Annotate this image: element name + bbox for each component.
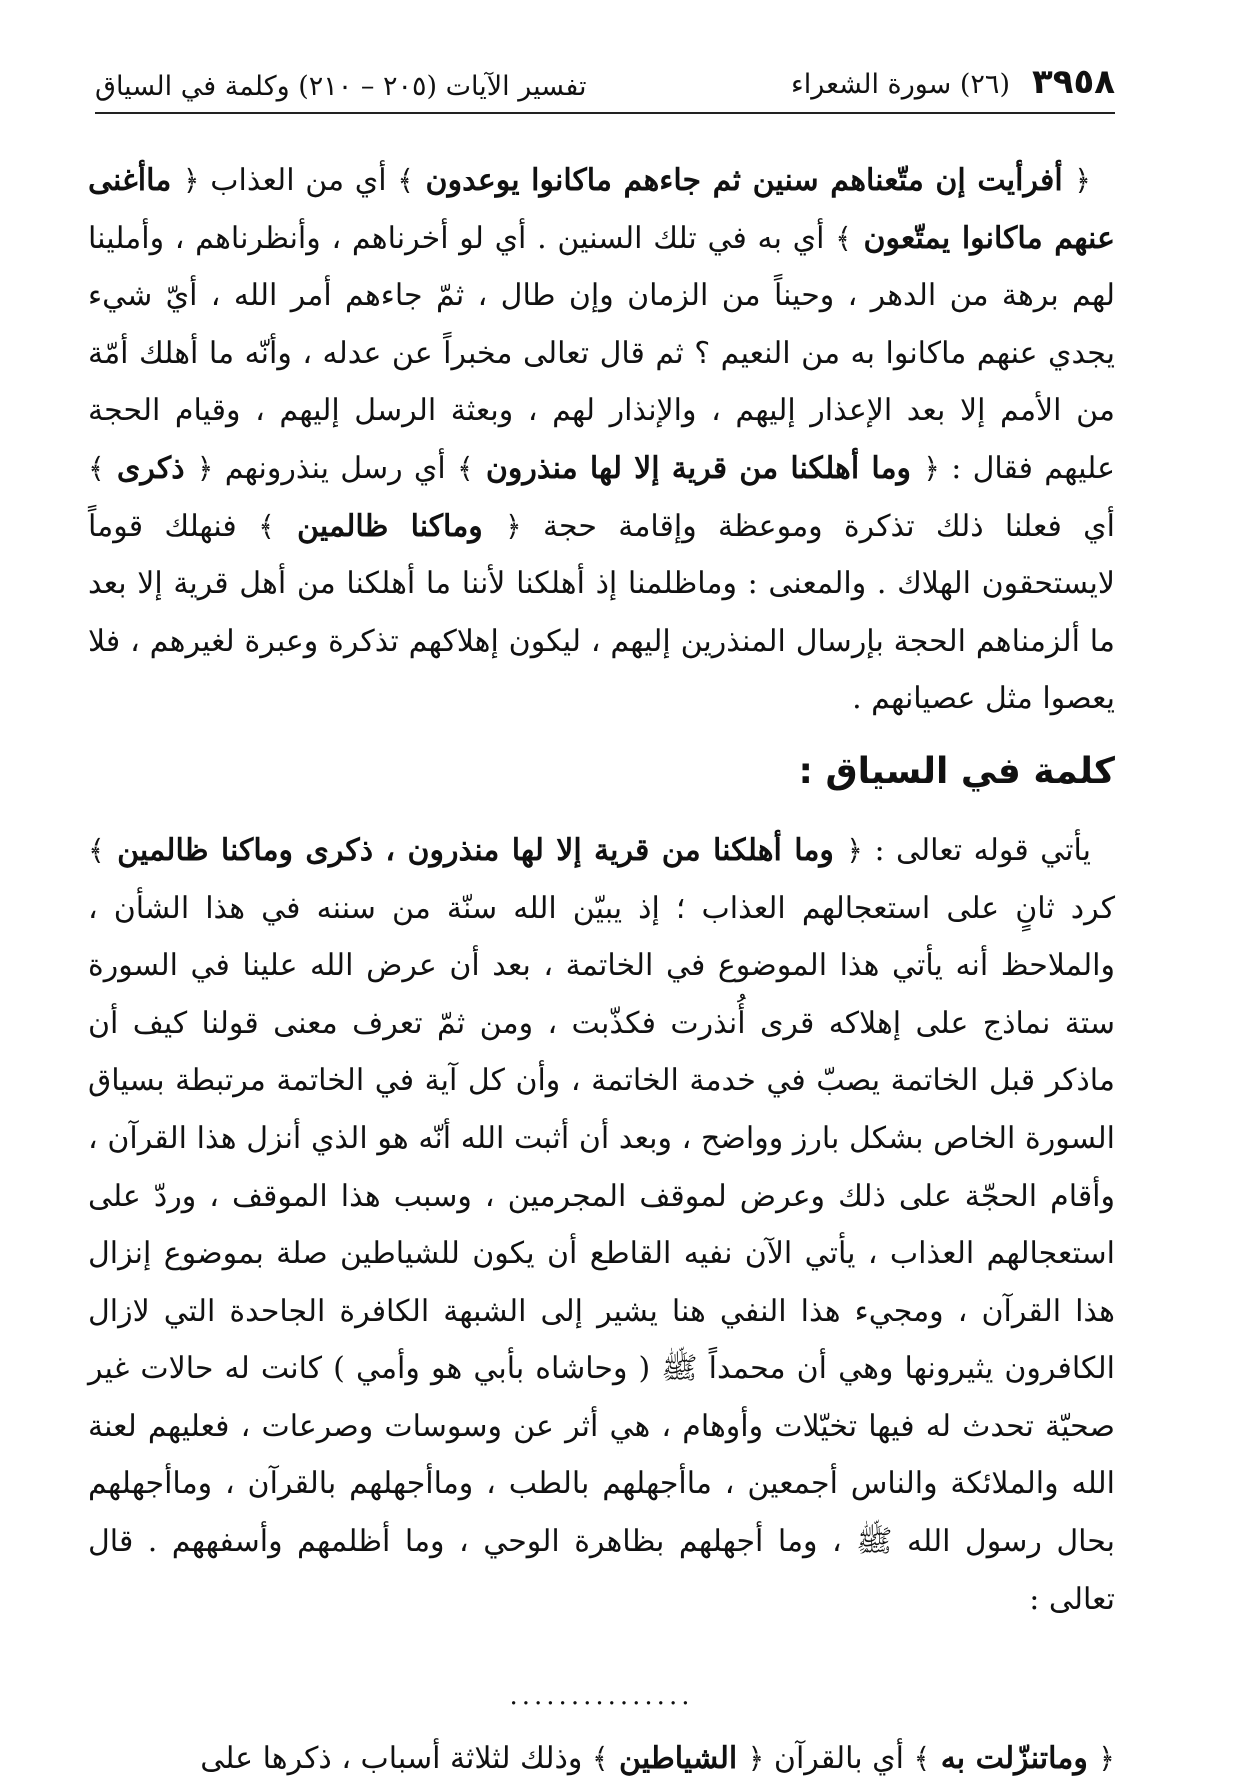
page-header: [95, 52, 1115, 114]
commentary-text: أي رسل ينذرونهم: [224, 450, 446, 486]
verse-open-ornament: ﴿: [747, 1742, 765, 1776]
commentary-text: وذلك لثلاثة أسباب ، ذكرها على: [200, 1741, 583, 1777]
verse-open-ornament: ﴿: [1098, 1742, 1115, 1776]
verse-text: الشياطين: [619, 1741, 738, 1777]
verse-open-ornament: ﴿: [182, 164, 200, 197]
verse-close-ornament: ﴾: [456, 451, 474, 485]
verse-close-ornament: ﴾: [591, 1742, 609, 1776]
verse-text: أفرأيت إن متّعناهم سنين ثم جاءهم ماكانوا يوعدون: [425, 163, 1063, 198]
verse-open-ornament: ﴿: [1074, 164, 1091, 197]
page-number: ٣٩٥٨: [1031, 62, 1115, 102]
section-heading: كلمة في السياق :: [798, 750, 1115, 792]
verse-close-ornament: ﴾: [88, 833, 105, 867]
commentary-text: أي بالقرآن: [773, 1741, 904, 1777]
verse-quote: [457, 451, 940, 486]
commentary-text: أي من العذاب: [210, 163, 387, 198]
section-separator: ...............: [509, 1681, 694, 1712]
commentary-text: أي به في تلك السنين . أي لو أخرناهم ، وأنظرناهم ، وأملينا لهم برهة من الدهر ، وحيناً من الزمان وإن طال ، ثمّ جاءهم أمر الله ، أيّ شيء يجدي عنهم ماكانوا به من النعيم ؟ ثم قال تعالى مخبراً عن عدله ، وأنّه ما أهلك أمّة من الأمم إلا بعد الإعذار إليهم ، والإنذار لهم ، وبعثة الرسل إليهم ، وقيام الحجة عليهم فقال :: [88, 220, 1115, 486]
verse-close-ornament: ﴾: [397, 164, 414, 197]
page-body: [88, 152, 1115, 1788]
verse-quote: [592, 1741, 765, 1776]
paragraph-3: [88, 1730, 1115, 1788]
commentary-text: أي فعلنا ذلك تذكرة وموعظة وإقامة حجة: [542, 508, 1115, 544]
verse-open-ornament: ﴿: [846, 833, 863, 867]
verse-open-ornament: ﴿: [923, 451, 940, 485]
paragraph-2: [88, 822, 1115, 1628]
verse-text: ذكرى: [116, 450, 185, 486]
verse-quote: [88, 833, 863, 868]
verse-text: وما أهلكنا من قرية إلا لها منذرون ، ذكرى وماكنا ظالمين: [117, 832, 834, 868]
verse-text: وما أهلكنا من قرية إلا لها منذرون: [485, 450, 912, 486]
verse-quote: [88, 451, 213, 486]
commentary-text: يأتي قوله تعالى :: [874, 832, 1091, 868]
verse-quote: [914, 1741, 1115, 1776]
verse-quote: [397, 163, 1091, 198]
verse-text: وماتنزّلت به: [940, 1741, 1088, 1777]
paragraph-1: [88, 152, 1115, 728]
verse-close-ornament: ﴾: [258, 509, 275, 543]
verse-text: ماأغنى عنهم ماكانوا يمتّعون: [88, 163, 1115, 256]
verse-quote: [258, 509, 522, 544]
verse-close-ornament: ﴾: [835, 221, 852, 255]
verse-close-ornament: ﴾: [88, 451, 105, 485]
verse-close-ornament: ﴾: [913, 1742, 931, 1776]
surah-title: (٢٦) سورة الشعراء: [791, 69, 1010, 100]
section-title: تفسير الآيات (٢٠٥ – ٢١٠) وكلمة في السياق: [95, 71, 587, 102]
verse-open-ornament: ﴿: [504, 509, 522, 543]
commentary-text: كرد ثانٍ على استعجالهم العذاب ؛ إذ يبيّن الله سنّة من سننه في هذا الشأن ، والملاحظ أنه يأتي هذا الموضوع في الخاتمة ، بعد أن عرض الله علينا في السورة ستة نماذج على إهلاكه قرى أُنذرت فكذّبت ، ومن ثمّ تعرف معنى قولنا كيف أن ماذكر قبل الخاتمة يصبّ في خدمة الخاتمة ، وأن كل آية في الخاتمة مرتبطة بسياق السورة الخاص بشكل بارز وواضح ، وبعد أن أثبت الله أنّه هو الذي أنزل هذا القرآن ، وأقام الحجّة على ذلك وعرض لموقف المجرمين ، وسبب هذا الموقف ، وردّ على استعجالهم العذاب ، يأتي الآن نفيه القاطع أن يكون للشياطين صلة بموضوع إنزال هذا القرآن ، ومجيء هذا النفي هنا يشير إلى الشبهة الكافرة الجاحدة التي لازال الكافرون يثيرونها وهي أن محمداً ﷺ ( وحاشاه بأبي هو وأمي ) كانت له حالات غير صحيّة تحدث له فيها تخيّلات وأوهام ، هي أثر عن وسوسات وصرعات ، فعليهم لعنة الله والملائكة والناس أجمعين ، ماأجهلهم بالطب ، وماأجهلهم بالقرآن ، وماأجهلهم بحال رسول الله ﷺ ، وما أجهلهم بظاهرة الوحي ، وما أظلمهم وأسفههم . قال تعالى :: [88, 890, 1115, 1617]
verse-open-ornament: ﴿: [196, 451, 214, 485]
commentary-text: فنهلك قوماً لايستحقون الهلاك . والمعنى : وماظلمنا إذ أهلكنا لأننا ما أهلكنا من أهل قرية إلا بعد ما ألزمناهم الحجة بإرسال المنذرين إليهم ، ليكون إهلاكهم تذكرة وعبرة لغيرهم ، فلا يعصوا مثل عصيانهم .: [88, 508, 1115, 717]
verse-text: وماكنا ظالمين: [296, 508, 483, 544]
header-right: [791, 62, 1115, 102]
